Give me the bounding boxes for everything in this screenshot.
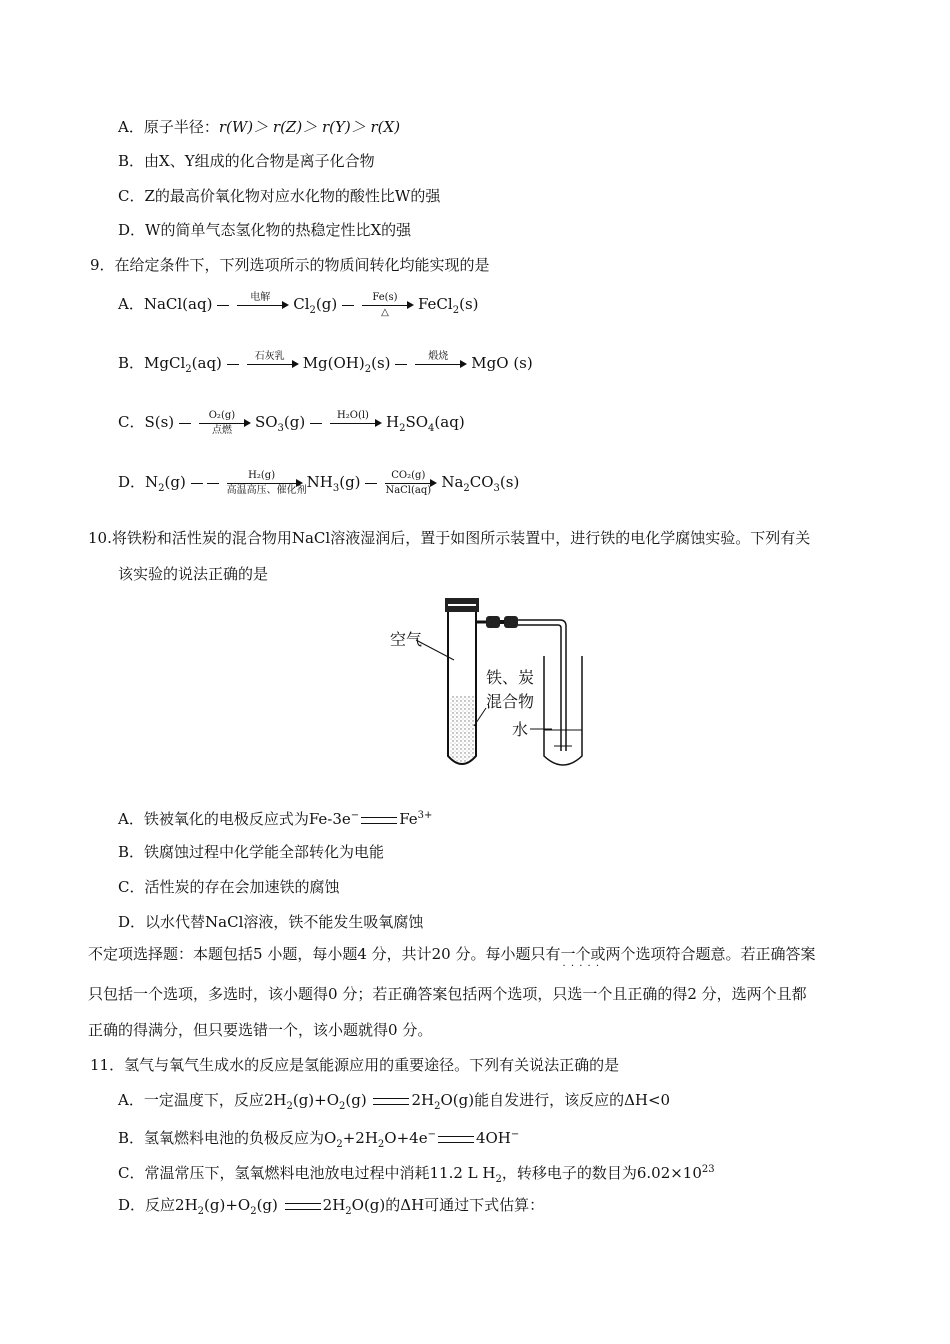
- arrow: H₂O(l): [330, 413, 382, 433]
- q11-option-d: D．反应$2H_2(g)+O_2(g)$ $2H_2O(g)$的ΔH可通过下式估算：: [118, 1196, 545, 1217]
- arrow: Fe(s) △: [362, 295, 414, 315]
- label-mixture-1: 铁、炭: [486, 668, 535, 687]
- label-water: 水: [512, 720, 529, 739]
- q11-option-c: C．常温常压下，氢氧燃料电池放电过程中消耗11.2 L $H_2$，转移电子的数目为$6.02\times 10^{23}$: [118, 1164, 715, 1185]
- q9-option-c: C．S(s) O₂(g) 点燃 $SO_3(g)$ H₂O(l) $H_2SO_4(aq)$: [118, 410, 465, 436]
- arrow: O₂(g) 点燃: [199, 413, 251, 433]
- tube-joint: [504, 616, 518, 628]
- arrow: 石灰乳: [247, 354, 299, 374]
- arrow: CO₂(g) NaCl(aq): [385, 473, 437, 493]
- section-instruction-line2: 只包括一个选项，多选时，该小题得0 分；若正确答案包括两个选项，只选一个且正确的得2 分，选两个且都: [88, 985, 807, 1003]
- q11-option-a: A．一定温度下，反应$2H_2(g)+O_2(g)$ $2H_2O(g)$能自发进行，该反应的ΔH<0: [118, 1091, 671, 1112]
- q8-option-b: B．由X、Y组成的化合物是离子化合物: [118, 152, 375, 170]
- arrow: 电解: [237, 295, 289, 315]
- q10-stem-line1: 10.将铁粉和活性炭的混合物用NaCl溶液湿润后，置于如图所示装置中，进行铁的电化学腐蚀实验。下列有关: [88, 529, 811, 547]
- label-air: 空气: [390, 630, 423, 649]
- arrow: H₂(g) 高温高压、催化剂: [226, 470, 307, 496]
- q9-option-d: D．$N_2(g)$ H₂(g) 高温高压、催化剂 $NH_3(g)$ CO₂(g) NaCl(aq) $Na_2CO_3(s)$: [118, 470, 520, 496]
- q10-stem-line2: 该实验的说法正确的是: [118, 565, 269, 583]
- q10-option-d: D．以水代替NaCl溶液，铁不能发生吸氧腐蚀: [118, 913, 424, 931]
- arrow: 煅烧: [415, 354, 467, 374]
- q10-option-c: C．活性炭的存在会加速铁的腐蚀: [118, 878, 340, 896]
- q11-stem: 11．氢气与氧气生成水的反应是氢能源应用的重要途径。下列有关说法正确的是: [90, 1056, 620, 1074]
- test-tube-right: [544, 656, 582, 765]
- iron-carbon-mixture: [450, 696, 474, 762]
- tube-joint: [486, 616, 500, 628]
- section-instruction-line1: 不定项选择题：本题包括5 小题，每小题4 分，共计20 分。每小题只有一个或两个 · · ·选项符合题意。若正确答案: [88, 944, 816, 964]
- q9-option-a: A．NaCl(aq) 电解 $Cl_2(g)$ Fe(s) △ FeCl$_2$(s): [118, 292, 479, 318]
- label-mixture-2: 混合物: [486, 692, 535, 711]
- q9-stem: 9．在给定条件下，下列选项所示的物质间转化均能实现的是: [90, 256, 490, 274]
- q10-option-b: B．铁腐蚀过程中化学能全部转化为电能: [118, 843, 385, 861]
- q11-option-b: B．氢氧燃料电池的负极反应为$O_2+2H_2O+4e^-$ 4OH−: [118, 1129, 520, 1150]
- q8-option-a: A．原子半径：r(W)＞ r(Z)＞ r(Y)＞ r(X): [118, 118, 401, 136]
- q8-option-d: D．W的简单气态氢化物的热稳定性比X的强: [118, 221, 412, 239]
- q10-option-a: A．铁被氧化的电极反应式为Fe-3e− $Fe^{3+}$: [118, 810, 433, 828]
- experiment-figure: [380, 596, 620, 790]
- apparatus-diagram: [380, 596, 620, 786]
- q9-option-b: B．MgCl$_2$(aq) 石灰乳 $Mg(OH)_2(s)$ 煅烧 MgO (s): [118, 351, 533, 375]
- q8-option-c: C．Z的最高价氧化物对应水化物的酸性比W的强: [118, 187, 441, 205]
- section-instruction-line3: 正确的得满分，但只要选错一个，该小题就得0 分。: [88, 1021, 433, 1039]
